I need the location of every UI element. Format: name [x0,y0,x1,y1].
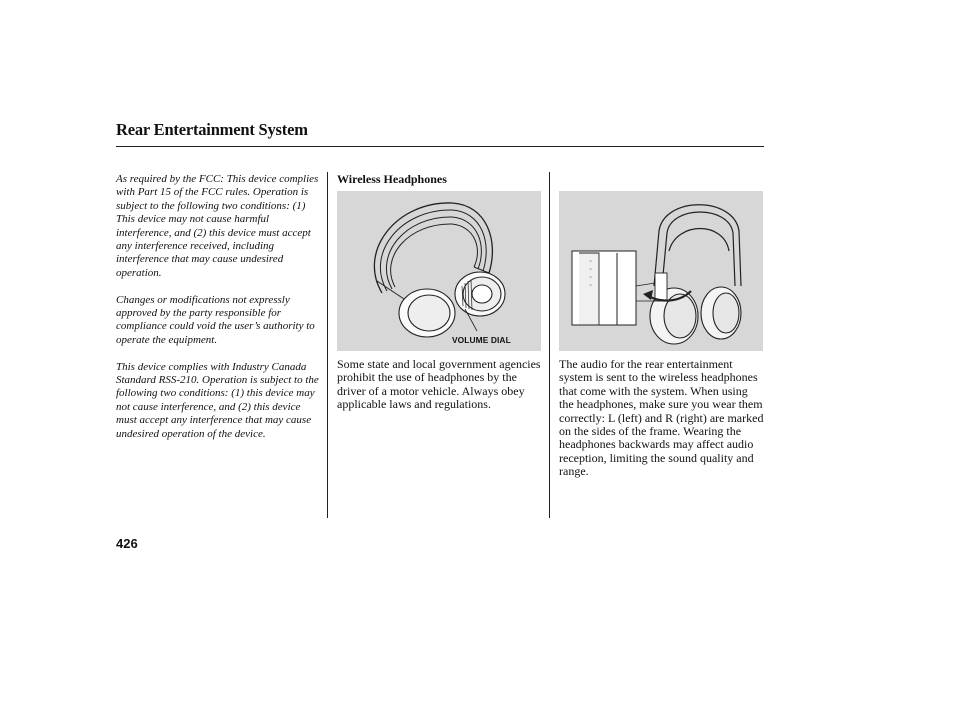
fcc-paragraph-2: Changes or modifications not expressly approved by the party responsible for compliance could void the user’s authority to operate the equipment. [116,293,315,346]
header-rule [116,146,764,147]
section-heading: Wireless Headphones [337,172,447,186]
fcc-notice [116,173,322,454]
column2-paragraph: Some state and local government agencies prohibit the use of headphones by the driver of a motor vehicle. Always obey applicable laws and regulations. [337,357,541,412]
headphones-side-drawing [337,191,541,351]
column-divider-left [327,172,328,518]
column-divider-right [549,172,550,518]
headphones-front-drawing [559,191,763,351]
volume-dial-callout: VOLUME DIAL [452,335,511,345]
fcc-paragraph-3: This device complies with Industry Canada Standard RSS-210. Operation is subject to the following two conditions: (1) this device may not cause interference, and (2) this device must accept any interference that may cause undesired operation of the device. [116,360,319,440]
headphones-illustration [337,191,541,351]
headphones-wear-illustration [559,191,763,351]
page-title: Rear Entertainment System [116,120,308,139]
page-number: 426 [116,536,138,551]
column3-paragraph: The audio for the rear entertainment system is sent to the wireless headphones that come with the system. When using the headphones, make sure you wear them correctly: L (left) and R (right) are marked on the sides of the frame. Wearing the headphones backwards may affect audio reception, limiting the sound quality and range. [559,357,764,479]
fcc-paragraph-1: As required by the FCC: This device complies with Part 15 of the FCC rules. Operation is subject to the following two conditions: (1) This device may not cause harmful interference, and (2) this device must accept any interference received, including interference that may cause undesired operation. [116,173,319,279]
